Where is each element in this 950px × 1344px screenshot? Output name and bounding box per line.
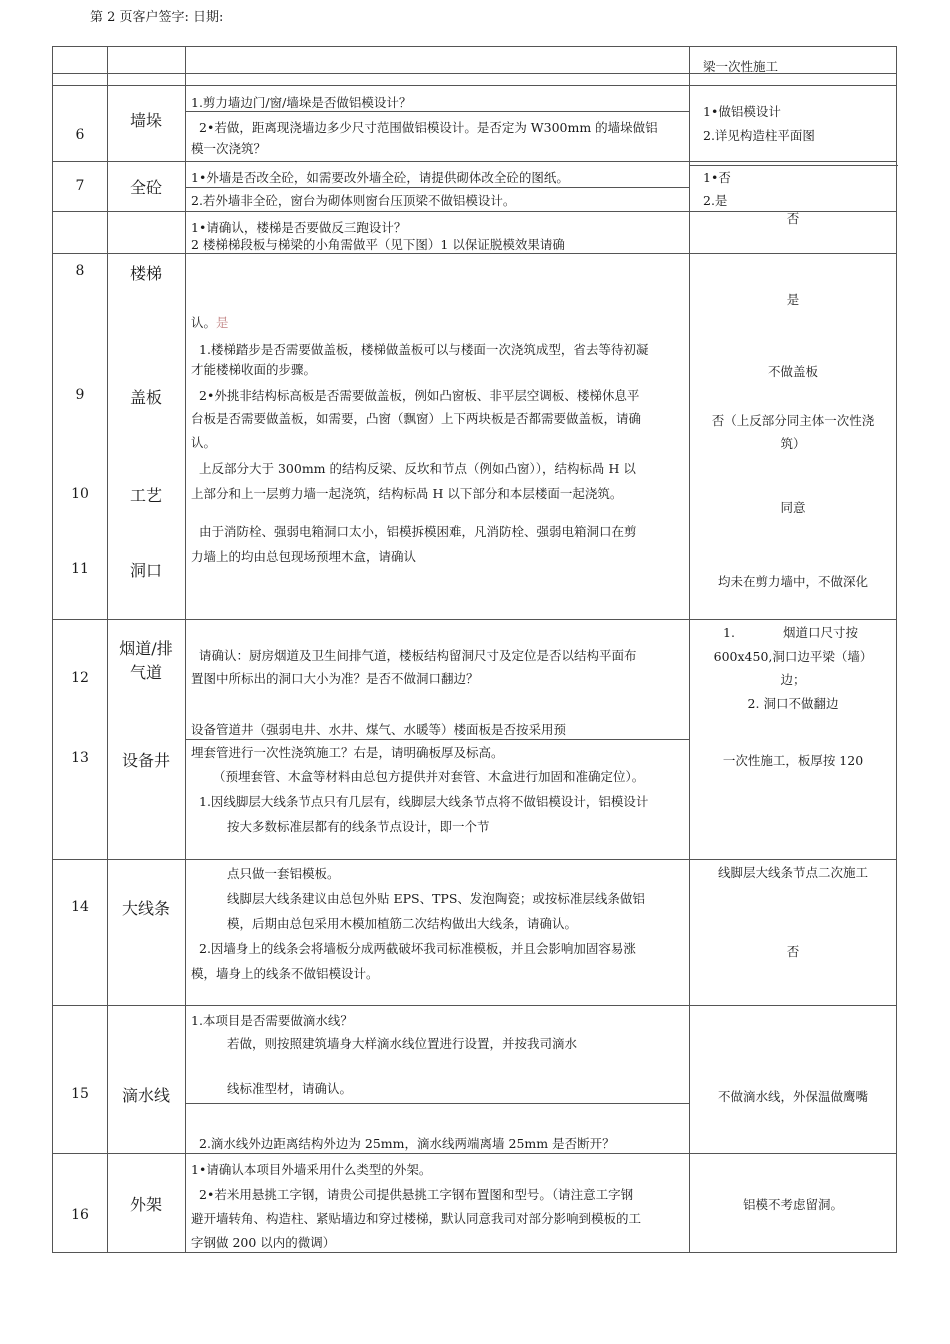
sub-divider	[689, 165, 898, 166]
row-13-item: 设备井	[121, 751, 170, 770]
row-15-question-1: 1.本项目是否需要做滴水线？	[191, 1013, 353, 1028]
row-11-answer-1: 均未在剪力墙中，不做深化	[717, 574, 868, 589]
row-12-item-line-2: 气道	[129, 663, 162, 682]
row-16-question-2-end: 字钢做 200 以内的微调）	[191, 1235, 336, 1250]
row-15-question-1-end: 线标准型材，请确认。	[227, 1081, 353, 1096]
row-12-item-line-1: 烟道/排	[119, 639, 173, 658]
row-6-answer-1: 1•做铝模设计	[703, 104, 781, 119]
row-15-question-2: 2.滴水线外边距离结构外边为 25mm，滴水线两端离墙 25mm 是否断开？	[199, 1136, 615, 1151]
row-10-answer-1: 同意	[780, 500, 806, 515]
row-6-number: 6	[75, 127, 85, 143]
sub-divider	[185, 1103, 689, 1104]
row-14-question-1-end: 点只做一套铝模板。	[227, 866, 340, 881]
row-16-question-1: 1•请确认本项目外墙釆用什么类型的外架。	[191, 1162, 432, 1177]
row-15-answer-1: 不做滴水线，外保温做鹰嘴	[717, 1089, 868, 1104]
row-13-question-1: 设备管道井（强弱电井、水井、煤气、水暖等）楼面板是否按采用预	[191, 722, 567, 737]
row-14-question-2: 2.因墙身上的线条会将墙板分成两截破坏我司标准模板，并且会影响加固容易涨	[199, 941, 636, 956]
row-10-question-1-cont: 上部分和上一层剪力墙一起浇筑，结构标咼 H 以下部分和本层楼面一起浇筑。	[191, 486, 623, 501]
row-divider	[53, 161, 896, 162]
row-14-question-1: 1.因线脚层大线条节点只有几层有，线脚层大线条节点将不做铝模设计，铝模设计	[199, 794, 649, 809]
row-7-item: 全砼	[129, 178, 162, 197]
row-6-question-2-cont: 模一次浇筑？	[191, 141, 267, 156]
row-13-question-1-cont: 埋套管进行一次性浇筑施工？右是，请明确板厚及标高。	[191, 745, 504, 760]
row-8-answer-2: 是	[786, 292, 800, 307]
row-16-item: 外架	[129, 1195, 162, 1214]
row-14-answer-2: 否	[786, 944, 800, 959]
row-12-answer-1-end: 边；	[780, 672, 806, 687]
row-14-suggestion-cont: 模，后期由总包采用木模加植筋二次结构做出大线条，请确认。	[227, 916, 578, 931]
row-11-number: 11	[71, 561, 89, 577]
row-6-answer-2: 2.详见构造柱平面图	[703, 128, 815, 143]
row-7-answer-1: 1•否	[703, 170, 731, 185]
row-9-item: 盖板	[129, 388, 162, 407]
row-13-answer-1: 一次性施工，板厚按 120	[722, 753, 864, 768]
row-16-answer-1: 铝模不考虑留洞。	[742, 1197, 843, 1212]
row-7-question-2: 2.若外墙非全砼，窗台为砌体则窗台压顶梁不做铝模设计。	[191, 193, 516, 208]
row-14-question-2-cont: 模，墙身上的线条不做铝模设计。	[191, 966, 379, 981]
row-13-number: 13	[71, 750, 89, 766]
row-13-question-1-note: （预埋套管、木盒等材料由总包方提供并对套管、木盒进行加固和准确定位）。	[213, 769, 645, 784]
row-9-question-2: 2•外挑非结构标高板是否需要做盖板，例如凸窗板、非平层空调板、楼梯休息平	[199, 388, 640, 403]
row-12-number: 12	[71, 670, 89, 686]
row-14-suggestion: 线脚层大线条建议由总包外贴 EPS、TPS、发泡陶瓷；或按标准层线条做铝	[227, 891, 645, 906]
row-12-question-1-cont: 置图中所标出的洞口大小为准？是否不做洞口翻边？	[191, 671, 479, 686]
checklist-table	[52, 46, 897, 1253]
row-12-answer-1-cont: 600x450,洞口边平梁（墙）	[713, 649, 873, 664]
row-8-item: 楼梯	[129, 264, 162, 283]
row-divider	[53, 859, 896, 860]
row-15-number: 15	[71, 1086, 89, 1102]
row-divider	[53, 619, 896, 620]
row-9-question-1-cont: 才能楼梯收面的步骤。	[191, 362, 317, 377]
row-6-question-1: 1.剪力墙边门/窗/墙垛是否做铝模设计？	[191, 95, 412, 110]
row-14-item: 大线条	[121, 899, 170, 918]
row-10-question-1: 上反部分大于 300mm 的结构反梁、反坎和节点（例如凸窗）），结构标咼 H 以	[199, 461, 636, 476]
row-9-answer-2: 否（上反部分同主体一次性浇	[711, 413, 875, 428]
row-9-answer-2-cont: 筑）	[780, 436, 806, 451]
row-9-question-2-cont: 台板是否需要做盖板，如需要，凸窗（飘窗）上下两块板是否都需要做盖板，请确	[191, 411, 642, 426]
row-15-question-1-cont: 若做，则按照建筑墙身大样滴水线位置进行设置，并按我司滴水	[227, 1036, 578, 1051]
row-8-number: 8	[75, 263, 85, 279]
row-12-answer-1-number: 1.	[723, 625, 735, 640]
row-11-question-1-cont: 力墙上的均由总包现场预埋木盒，请确认	[191, 549, 417, 564]
row-9-question-1: 1.楼梯踏步是否需要做盖板，楼梯做盖板可以与楼面一次浇筑成型，省去等待初凝	[199, 342, 649, 357]
row-9-answer-1: 不做盖板	[767, 364, 818, 379]
row-10-item: 工艺	[129, 486, 162, 505]
row-8-question-3-mark: 是	[216, 315, 229, 330]
row-10-number: 10	[71, 486, 89, 502]
row-7-number: 7	[75, 178, 85, 194]
top-note: 梁一次性施工	[703, 59, 779, 74]
row-8-question-2: 2 楼梯梯段板与梯梁的小角需做平（见下图）1 以保证脱模效果请确	[191, 237, 565, 252]
row-11-question-1: 由于消防栓、强弱电箱洞口太小，铝模拆模困难，凡消防栓、强弱电箱洞口在剪	[199, 524, 637, 539]
row-9-number: 9	[75, 387, 85, 403]
row-12-answer-2: 2. 洞口不做翻边	[747, 696, 839, 711]
row-15-item: 滴水线	[121, 1086, 170, 1105]
row-16-question-2-cont: 避开墙转角、构造柱、紧贴墙边和穿过楼梯，默认同意我司对部分影响到模板的工	[191, 1211, 642, 1226]
row-6-question-2: 2•若做，距离现浇墙边多少尺寸范围做铝模设计。是否定为 W300mm 的墙垛做铝	[199, 120, 658, 135]
row-7-answer-2: 2.是	[703, 193, 728, 208]
row-12-question-1: 请确认：厨房烟道及卫生间排气道，楼板结构留洞尺寸及定位是否以结构平面布	[199, 648, 637, 663]
row-11-item: 洞口	[129, 561, 162, 580]
page-header: 第 2 页客户签字: 日期:	[90, 10, 224, 25]
row-14-number: 14	[71, 899, 89, 915]
col-divider-item	[185, 47, 186, 1252]
row-9-question-2-end: 认。	[191, 435, 217, 450]
row-16-number: 16	[71, 1207, 89, 1223]
row-8-answer-1: 否	[786, 211, 800, 226]
row-12-answer-1: 烟道口尺寸按	[783, 625, 859, 640]
row-14-question-1-cont: 按大多数标准层都有的线条节点设计，即一个节	[227, 819, 490, 834]
row-8-question-3	[191, 312, 229, 333]
row-7-question-1: 1•外墙是否改全砼，如需要改外墙全砼，请提供砌体改全砼的图纸。	[191, 170, 569, 185]
row-8-question-1: 1•请确认，楼梯是否要做反三跑设计？	[191, 220, 407, 235]
row-divider	[53, 1005, 896, 1006]
row-16-question-2: 2•若米用悬挑工字钢，请贵公司提供悬挑工字钢布置图和型号。（请注意工字钢	[199, 1187, 634, 1202]
row-14-answer-1: 线脚层大线条节点二次施工	[717, 865, 868, 880]
row-8-question-3-text: 认。	[191, 315, 217, 330]
row-6-item: 墙垛	[129, 111, 162, 130]
row-divider	[53, 85, 896, 86]
